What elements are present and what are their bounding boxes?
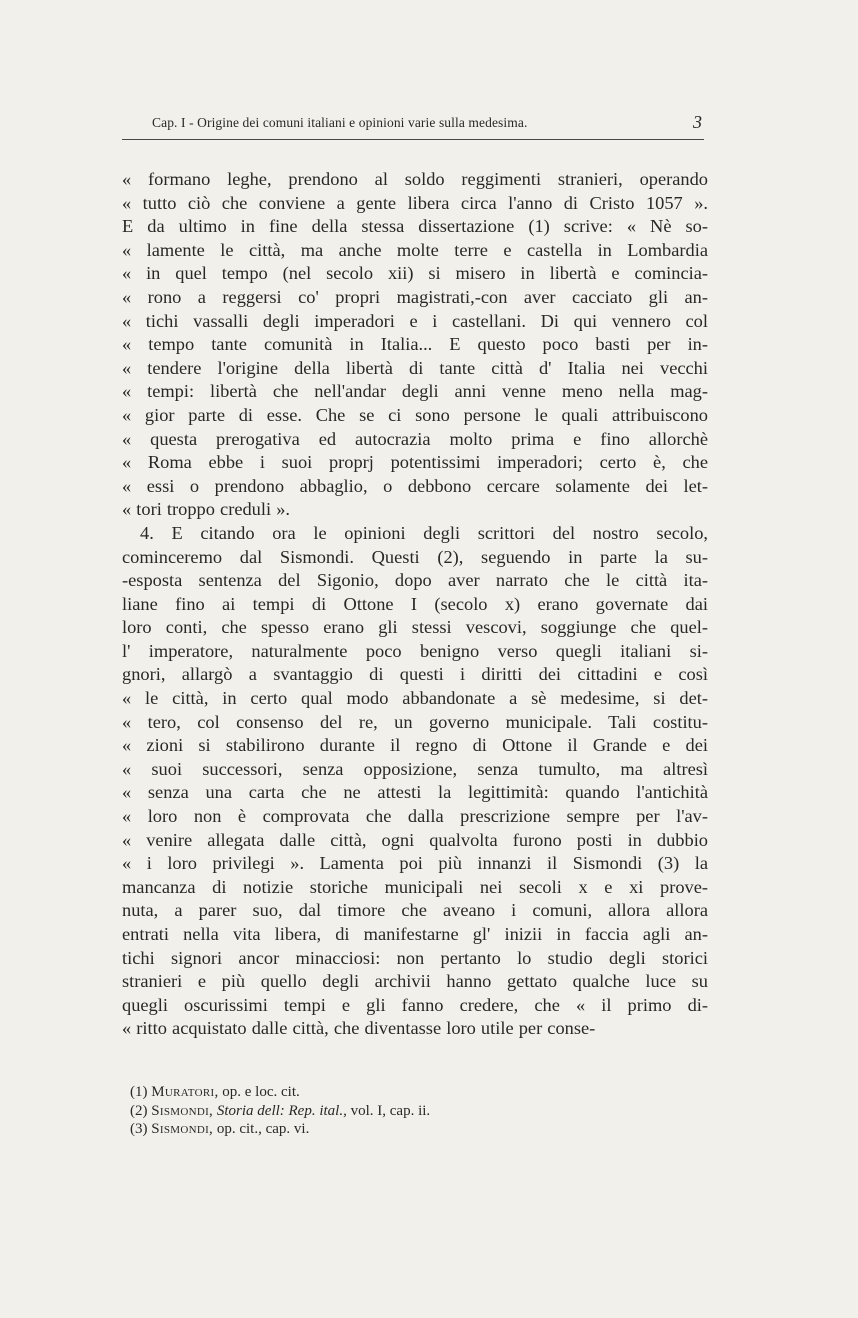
footnote-number: (1) [130, 1084, 152, 1100]
footnotes [130, 1083, 630, 1139]
footnote-reference: vol. I, cap. ii. [350, 1102, 431, 1119]
text-line: « loro non è comprovata che dalla prescrizione sempre per l'av- [122, 806, 708, 827]
text-line: « tori troppo creduli ». [122, 499, 290, 520]
text-line: « tutto ciò che conviene a gente libera circa l'anno di Cristo 1057 ». [122, 192, 708, 213]
footnote [130, 1120, 630, 1139]
text-line: « i loro privilegi ». Lamenta poi più innanzi il Sismondi (3) la [122, 853, 708, 874]
text-line: « gior parte di esse. Che se ci sono persone le quali attribuiscono [122, 404, 708, 425]
text-line: « venire allegata dalle città, ogni qualvolta furono posti in dubbio [122, 829, 708, 850]
text-line: « le città, in certo qual modo abbandonate a sè medesime, si det- [122, 688, 708, 709]
footnote-reference: op. e loc. cit. [222, 1084, 300, 1100]
text-line: « ritto acquistato dalle città, che diventasse loro utile per conse- [122, 1018, 596, 1039]
text-line: « suoi successori, senza opposizione, senza tumulto, ma altresì [122, 758, 708, 779]
text-line: « questa prerogativa ed autocrazia molto prima e fino allorchè [122, 428, 708, 449]
text-line: -esposta sentenza del Sigonio, dopo aver narrato che le città ita- [122, 570, 708, 591]
text-line: « tendere l'origine della libertà di tante città d' Italia nei vecchi [122, 357, 708, 378]
text-line: « formano leghe, prendono al soldo reggimenti stranieri, operando [122, 169, 708, 189]
text-line: « tempo tante comunità in Italia... E questo poco basti per in- [122, 334, 708, 355]
footnote-author: Sismondi, [151, 1102, 214, 1119]
footnote [130, 1102, 630, 1121]
text-line: nuta, a parer suo, dal timore che aveano i comuni, allora allora [122, 900, 708, 921]
footnote-reference: op. cit., cap. vi. [216, 1121, 310, 1137]
footnote-number: (3) [130, 1121, 152, 1137]
text-line: « in quel tempo (nel secolo xii) si misero in libertà e comincia- [122, 263, 708, 284]
text-line: « senza una carta che ne attesti la legittimità: quando l'antichità [122, 782, 708, 803]
header-rule [122, 139, 704, 140]
text-line: « tichi vassalli degli imperadori e i castellani. Di qui vennero col [122, 310, 708, 331]
text-line: « zioni si stabilirono durante il regno di Ottone il Grande e dei [122, 735, 708, 756]
text-line: « tempi: libertà che nell'andar degli anni venne meno nella mag- [122, 381, 708, 402]
text-line: stranieri e più quello degli archivii hanno gettato qualche luce su [122, 971, 708, 992]
chapter-title: Cap. I - Origine dei comuni italiani e opinioni varie sulla medesima. [152, 115, 528, 130]
text-line: « rono a reggersi co' propri magistrati,-con aver cacciato gli an- [122, 286, 708, 307]
text-line: mancanza di notizie storiche municipali nei secoli x e xi prove- [122, 876, 708, 897]
text-line: cominceremo dal Sismondi. Questi (2), seguendo in parte la su- [122, 546, 708, 567]
text-line: gnori, allargò a svantaggio di questi i diritti dei cittadini e così [122, 664, 708, 685]
text-line: liane fino ai tempi di Ottone I (secolo x) erano governate dai [122, 593, 708, 614]
footnote [130, 1083, 630, 1102]
text-line: E da ultimo in fine della stessa dissertazione (1) scrive: « Nè so- [122, 216, 708, 237]
text-line: « Roma ebbe i suoi proprj potentissimi imperadori; certo è, che [122, 452, 708, 473]
text-line: « essi o prendono abbaglio, o debbono cercare solamente dei let- [122, 475, 708, 496]
footnote-number: (2) [130, 1102, 152, 1119]
body-text [122, 168, 708, 1041]
footnote-author: Sismondi, [151, 1121, 214, 1137]
text-line: « lamente le città, ma anche molte terre e castella in Lombardia [122, 239, 708, 260]
running-header [122, 112, 706, 136]
text-line: tichi signori ancor minacciosi: non pertanto lo studio degli storici [122, 947, 708, 968]
footnote-author: Muratori, [151, 1084, 219, 1100]
text-line: quegli oscurissimi tempi e gli fanno credere, che « il primo di- [122, 994, 708, 1015]
text-line: 4. E citando ora le opinioni degli scrittori del nostro secolo, [140, 522, 708, 543]
text-line: l' imperatore, naturalmente poco benigno verso quegli italiani si- [122, 640, 708, 661]
text-line: loro conti, che spesso erano gli stessi vescovi, soggiunge che quel- [122, 617, 708, 638]
footnote-work: Storia dell: Rep. ital., [216, 1102, 347, 1119]
text-line: entrati nella vita libera, di manifestarne gl' inizii in faccia agli an- [122, 924, 708, 944]
text-line: « tero, col consenso del re, un governo municipale. Tali costitu- [122, 711, 708, 732]
page-number: 3 [693, 112, 702, 132]
